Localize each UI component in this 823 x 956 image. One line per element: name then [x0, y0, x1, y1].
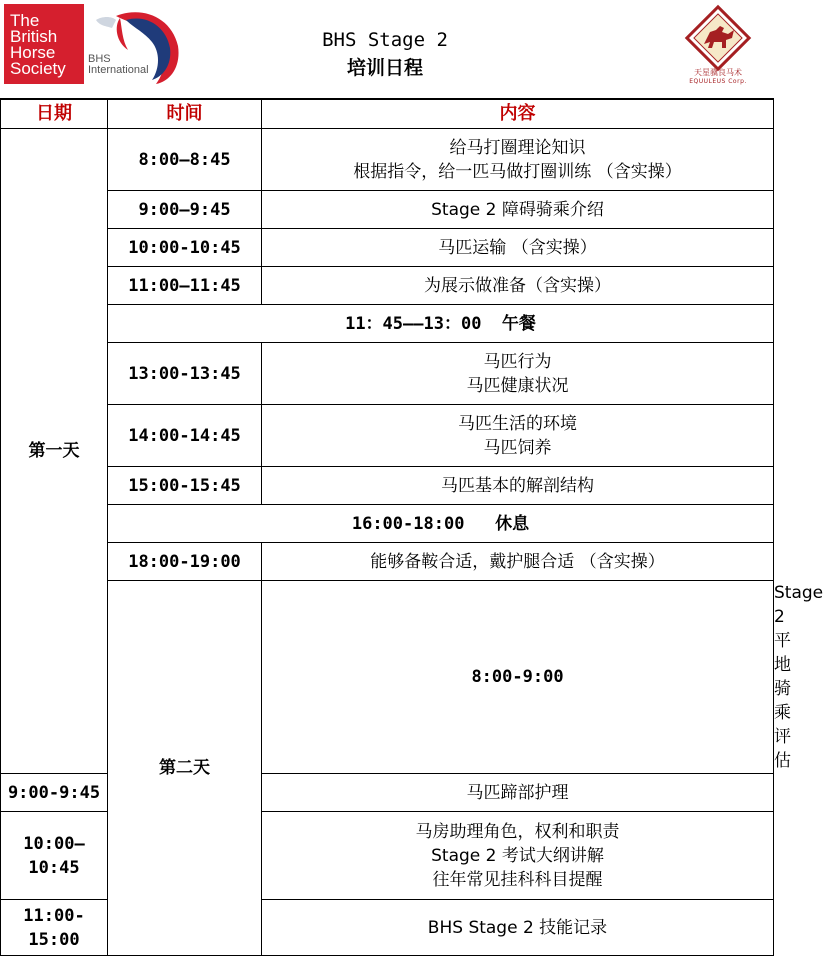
content-cell: [262, 229, 774, 267]
content-line: 马匹健康状况: [466, 375, 569, 396]
equuleus-cn-name: 天星骥良马术: [694, 68, 742, 77]
time-cell: 15:00-15:45: [108, 467, 262, 505]
content-line: 能够备鞍合适，戴护腿合适 （含实操）: [370, 551, 665, 572]
table-row: [1, 543, 774, 581]
content-line: 根据指令，给一匹马做打圈训练 （含实操）: [353, 161, 682, 182]
content-cell: [262, 405, 774, 467]
content-line: 马匹基本的解剖结构: [441, 475, 594, 496]
table-row: [1, 467, 774, 505]
header-date: 日期: [1, 99, 108, 129]
time-cell: 10:00-10:45: [108, 229, 262, 267]
page-header: [0, 0, 773, 98]
bhs-international-label: [88, 54, 149, 76]
content-cell: [262, 543, 774, 581]
content-cell: [262, 812, 774, 900]
content-line: Stage 2 考试大纲讲解: [431, 845, 604, 866]
content-cell: [262, 267, 774, 305]
content-line: 马匹生活的环境: [458, 413, 577, 434]
content-line: 马匹饲养: [483, 437, 552, 458]
content-cell: [262, 774, 774, 812]
time-cell: 11:00-15:00: [1, 900, 108, 956]
content-line: 马匹蹄部护理: [466, 782, 569, 803]
content-line: Stage 2 障碍骑乘介绍: [431, 199, 604, 220]
break-cell: [108, 505, 774, 543]
bhs-logo-text: British: [10, 27, 58, 46]
time-cell: 9:00—9:45: [108, 191, 262, 229]
title-line-2: 培训日程: [346, 57, 423, 79]
equuleus-label: [676, 68, 760, 86]
bhs-logo-text: The: [10, 11, 40, 30]
title-line-1: BHS Stage 2: [322, 29, 448, 51]
content-line: 为展示做准备（含实操）: [424, 275, 611, 296]
break-row: [1, 505, 774, 543]
content-cell: [262, 900, 774, 956]
content-line: 马房助理角色，权利和职责: [415, 821, 620, 842]
table-row: [1, 129, 774, 191]
content-line: BHS Stage 2 技能记录: [427, 917, 608, 938]
equuleus-en-name: EQUULEUS Corp.: [689, 78, 747, 85]
table-header-row: [1, 99, 774, 129]
break-label: 休息: [495, 513, 530, 534]
bhs-logo-text: Horse: [10, 43, 56, 62]
bhs-logo: [4, 4, 84, 84]
time-cell: 8:00—8:45: [108, 129, 262, 191]
break-time: 16:00-18:00: [351, 513, 465, 534]
break-row: [1, 305, 774, 343]
content-cell: [262, 467, 774, 505]
time-cell: 8:00-9:00: [262, 581, 774, 774]
content-line: 马匹行为: [483, 351, 552, 372]
table-row: [1, 267, 774, 305]
schedule-table: [0, 98, 823, 956]
time-cell: 9:00-9:45: [1, 774, 108, 812]
content-line: 马匹运输 （含实操）: [438, 237, 597, 258]
break-cell: [108, 305, 774, 343]
bhs-logo-text: Society: [10, 59, 66, 78]
day-label: 第二天: [108, 581, 262, 956]
break-label: 午餐: [501, 313, 536, 334]
table-row: [1, 405, 774, 467]
time-cell: 14:00-14:45: [108, 405, 262, 467]
time-cell: 10:00—10:45: [1, 812, 108, 900]
bhs-intl-line: International: [88, 64, 149, 76]
table-row: [1, 229, 774, 267]
header-time: 时间: [108, 99, 262, 129]
table-row: [1, 191, 774, 229]
bhs-intl-line: BHS: [88, 53, 111, 65]
content-cell: [262, 191, 774, 229]
header-content: 内容: [262, 99, 774, 129]
time-cell: 11:00—11:45: [108, 267, 262, 305]
table-row: 第二天 8:00-9:00 Stage 2 平地骑乘评估: [1, 581, 774, 774]
time-cell: 18:00-19:00: [108, 543, 262, 581]
day-label: 第一天: [1, 129, 108, 774]
table-row: [1, 343, 774, 405]
content-cell: [262, 343, 774, 405]
content-cell: [262, 129, 774, 191]
content-line: 往年常见挂科科目提醒: [432, 869, 603, 890]
content-line: 给马打圈理论知识: [449, 137, 586, 158]
page-title: [250, 26, 520, 82]
break-time: 11：45——13：00: [345, 313, 482, 334]
time-cell: 13:00-13:45: [108, 343, 262, 405]
